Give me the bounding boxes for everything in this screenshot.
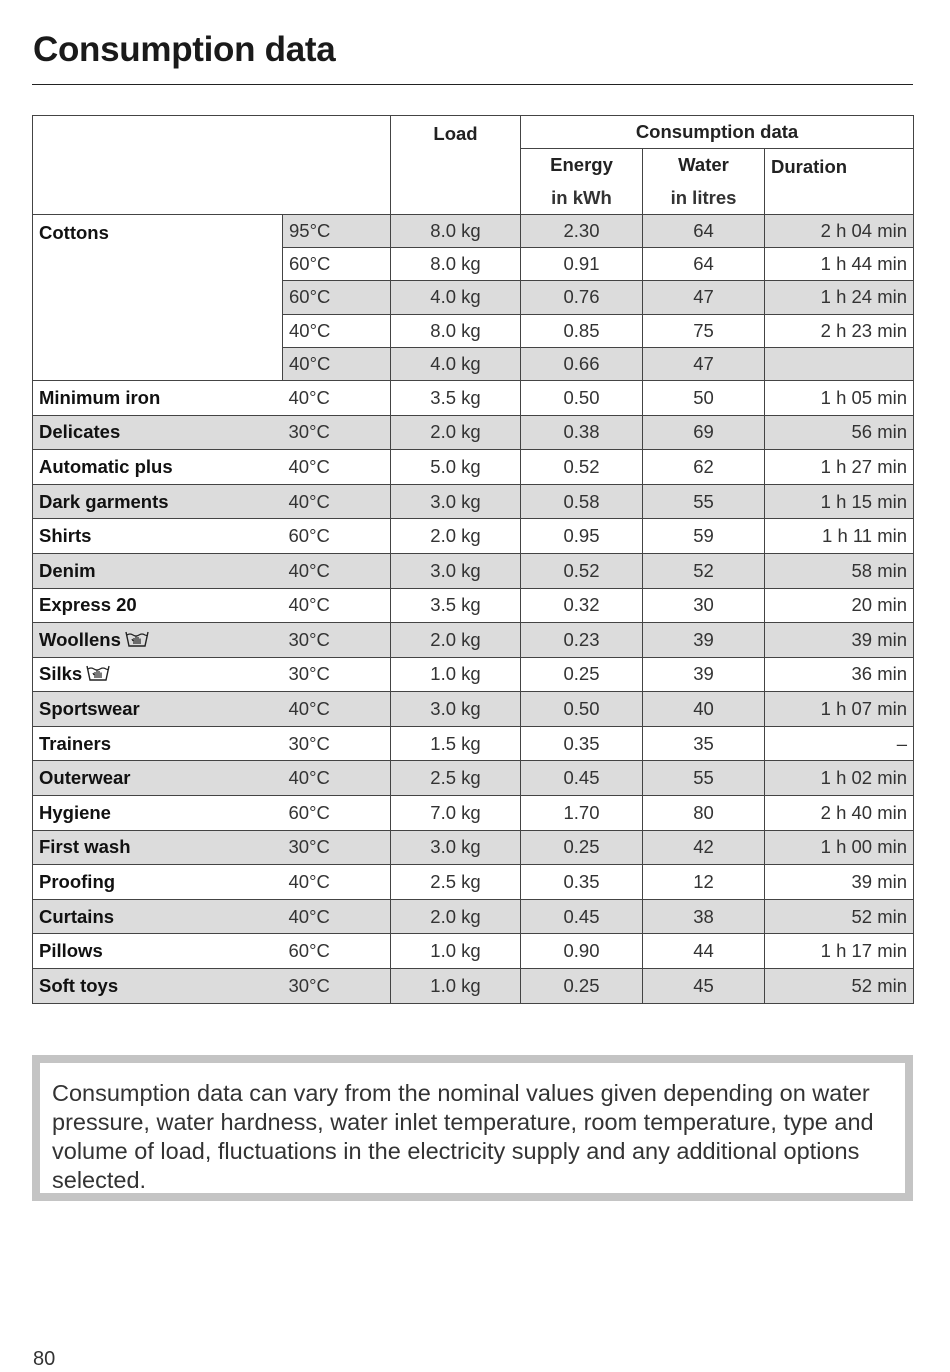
- water-cell: 42: [643, 830, 765, 865]
- load-cell: 8.0 kg: [391, 215, 521, 248]
- energy-cell: 0.90: [521, 934, 643, 969]
- energy-cell: 0.35: [521, 865, 643, 900]
- program-cell: [33, 830, 283, 865]
- program-name: Curtains: [39, 905, 115, 927]
- header-water: Water: [643, 149, 765, 182]
- program-cell: [33, 692, 283, 727]
- title-divider: [32, 84, 913, 85]
- program-name: Denim: [39, 559, 96, 581]
- temperature-cell: 30°C: [283, 969, 391, 1004]
- table-row: [33, 450, 914, 485]
- duration-cell: 1 h 27 min: [765, 450, 914, 485]
- temperature-cell: 60°C: [283, 934, 391, 969]
- page-number: 80: [33, 1348, 56, 1370]
- load-cell: 3.0 kg: [391, 692, 521, 727]
- temperature-cell: 40°C: [283, 484, 391, 519]
- table-row: [33, 934, 914, 969]
- table-row: [33, 657, 914, 692]
- energy-cell: 0.25: [521, 830, 643, 865]
- water-cell: 12: [643, 865, 765, 900]
- water-cell: 47: [643, 347, 765, 380]
- temperature-cell: 60°C: [283, 796, 391, 831]
- load-cell: 3.5 kg: [391, 588, 521, 623]
- duration-cell: 20 min: [765, 588, 914, 623]
- load-cell: 3.5 kg: [391, 380, 521, 415]
- load-cell: 2.5 kg: [391, 865, 521, 900]
- energy-cell: 0.35: [521, 726, 643, 761]
- load-cell: 2.5 kg: [391, 761, 521, 796]
- table-row: [33, 553, 914, 588]
- table-row: [33, 726, 914, 761]
- header-blank-cell: [33, 116, 391, 215]
- program-name: Dark garments: [39, 490, 169, 512]
- table-row: [33, 623, 914, 658]
- water-cell: 75: [643, 314, 765, 347]
- duration-cell: 39 min: [765, 865, 914, 900]
- table-row: [33, 519, 914, 554]
- program-name: Delicates: [39, 421, 121, 443]
- header-water-unit: in litres: [643, 182, 765, 215]
- program-name: Soft toys: [39, 974, 119, 996]
- duration-cell: 1 h 24 min: [765, 281, 914, 314]
- water-cell: 40: [643, 692, 765, 727]
- header-consumption: Consumption data: [521, 116, 914, 149]
- energy-cell: 0.66: [521, 347, 643, 380]
- load-cell: 3.0 kg: [391, 830, 521, 865]
- temperature-cell: 60°C: [283, 519, 391, 554]
- program-name: Cottons: [33, 215, 283, 381]
- energy-cell: 0.95: [521, 519, 643, 554]
- energy-cell: 0.45: [521, 899, 643, 934]
- temperature-cell: 40°C: [283, 692, 391, 727]
- water-cell: 64: [643, 215, 765, 248]
- table-row: [33, 415, 914, 450]
- program-cell: [33, 726, 283, 761]
- program-cell: [33, 657, 283, 692]
- program-name: Silks: [39, 663, 83, 685]
- program-name: Shirts: [39, 525, 92, 547]
- program-cell: [33, 969, 283, 1004]
- program-cell: [33, 865, 283, 900]
- table-row: [33, 761, 914, 796]
- water-cell: 62: [643, 450, 765, 485]
- hand-wash-icon: [125, 630, 149, 648]
- load-cell: 8.0 kg: [391, 248, 521, 281]
- program-name: Automatic plus: [39, 455, 173, 477]
- program-name: Proofing: [39, 871, 116, 893]
- table-row: [33, 969, 914, 1004]
- temperature-cell: 30°C: [283, 726, 391, 761]
- table-body: [33, 215, 914, 1004]
- water-cell: 47: [643, 281, 765, 314]
- temperature-cell: 40°C: [283, 865, 391, 900]
- energy-cell: 0.52: [521, 450, 643, 485]
- temperature-cell: 40°C: [283, 314, 391, 347]
- load-cell: 4.0 kg: [391, 347, 521, 380]
- water-cell: 55: [643, 761, 765, 796]
- header-energy: Energy: [521, 149, 643, 182]
- duration-cell: 1 h 44 min: [765, 248, 914, 281]
- load-cell: 1.5 kg: [391, 726, 521, 761]
- consumption-table: [32, 115, 914, 1004]
- page-title: Consumption data: [33, 30, 336, 69]
- duration-cell: 1 h 17 min: [765, 934, 914, 969]
- water-cell: 50: [643, 380, 765, 415]
- load-cell: 1.0 kg: [391, 969, 521, 1004]
- load-cell: 2.0 kg: [391, 623, 521, 658]
- temperature-cell: 40°C: [283, 588, 391, 623]
- program-name: Pillows: [39, 940, 103, 962]
- table-row: [33, 865, 914, 900]
- note-text: Consumption data can vary from the nominal values given depending on water pressure, water hardness, water inlet temperature, room temperature, type and volume of load, fluctuations in the electricity supply and any additional options selected.: [52, 1080, 874, 1193]
- temperature-cell: 30°C: [283, 623, 391, 658]
- program-cell: [33, 761, 283, 796]
- energy-cell: 0.25: [521, 657, 643, 692]
- energy-cell: 1.70: [521, 796, 643, 831]
- program-name: Sportswear: [39, 698, 140, 720]
- program-cell: [33, 415, 283, 450]
- load-cell: 3.0 kg: [391, 553, 521, 588]
- water-cell: 39: [643, 657, 765, 692]
- energy-cell: 0.76: [521, 281, 643, 314]
- temperature-cell: 40°C: [283, 380, 391, 415]
- water-cell: 30: [643, 588, 765, 623]
- load-cell: 4.0 kg: [391, 281, 521, 314]
- program-cell: [33, 553, 283, 588]
- temperature-cell: 95°C: [283, 215, 391, 248]
- program-cell: [33, 450, 283, 485]
- duration-cell: [765, 347, 914, 380]
- hand-wash-icon: [86, 664, 110, 682]
- program-cell: [33, 623, 283, 658]
- temperature-cell: 40°C: [283, 553, 391, 588]
- energy-cell: 0.23: [521, 623, 643, 658]
- program-cell: [33, 588, 283, 623]
- temperature-cell: 60°C: [283, 281, 391, 314]
- duration-cell: 1 h 05 min: [765, 380, 914, 415]
- table-row: [33, 215, 914, 248]
- energy-cell: 0.85: [521, 314, 643, 347]
- water-cell: 45: [643, 969, 765, 1004]
- load-cell: 5.0 kg: [391, 450, 521, 485]
- temperature-cell: 30°C: [283, 830, 391, 865]
- load-cell: 1.0 kg: [391, 657, 521, 692]
- load-cell: 3.0 kg: [391, 484, 521, 519]
- duration-cell: –: [765, 726, 914, 761]
- duration-cell: 52 min: [765, 969, 914, 1004]
- program-cell: [33, 934, 283, 969]
- program-cell: [33, 519, 283, 554]
- duration-cell: 1 h 07 min: [765, 692, 914, 727]
- temperature-cell: 30°C: [283, 657, 391, 692]
- table-row: [33, 588, 914, 623]
- energy-cell: 0.50: [521, 692, 643, 727]
- energy-cell: 0.50: [521, 380, 643, 415]
- water-cell: 38: [643, 899, 765, 934]
- water-cell: 52: [643, 553, 765, 588]
- energy-cell: 0.32: [521, 588, 643, 623]
- program-cell: [33, 484, 283, 519]
- load-cell: 2.0 kg: [391, 415, 521, 450]
- table-row: [33, 692, 914, 727]
- duration-cell: 1 h 11 min: [765, 519, 914, 554]
- program-name: First wash: [39, 836, 131, 858]
- water-cell: 44: [643, 934, 765, 969]
- temperature-cell: 40°C: [283, 899, 391, 934]
- table-row: [33, 830, 914, 865]
- temperature-cell: 60°C: [283, 248, 391, 281]
- duration-cell: 2 h 23 min: [765, 314, 914, 347]
- energy-cell: 0.52: [521, 553, 643, 588]
- header-energy-unit: in kWh: [521, 182, 643, 215]
- program-cell: [33, 380, 283, 415]
- energy-cell: 2.30: [521, 215, 643, 248]
- header-duration: Duration: [765, 149, 914, 215]
- duration-cell: 56 min: [765, 415, 914, 450]
- load-cell: 2.0 kg: [391, 519, 521, 554]
- water-cell: 69: [643, 415, 765, 450]
- program-name: Woollens: [39, 628, 121, 650]
- energy-cell: 0.25: [521, 969, 643, 1004]
- energy-cell: 0.91: [521, 248, 643, 281]
- water-cell: 39: [643, 623, 765, 658]
- temperature-cell: 30°C: [283, 415, 391, 450]
- water-cell: 59: [643, 519, 765, 554]
- program-name: Hygiene: [39, 801, 111, 823]
- load-cell: 7.0 kg: [391, 796, 521, 831]
- program-cell: [33, 796, 283, 831]
- energy-cell: 0.45: [521, 761, 643, 796]
- water-cell: 64: [643, 248, 765, 281]
- duration-cell: 1 h 02 min: [765, 761, 914, 796]
- table-row: [33, 899, 914, 934]
- duration-cell: 2 h 04 min: [765, 215, 914, 248]
- energy-cell: 0.38: [521, 415, 643, 450]
- duration-cell: 2 h 40 min: [765, 796, 914, 831]
- duration-cell: 39 min: [765, 623, 914, 658]
- note-box: [32, 1055, 913, 1201]
- load-cell: 8.0 kg: [391, 314, 521, 347]
- temperature-cell: 40°C: [283, 761, 391, 796]
- water-cell: 35: [643, 726, 765, 761]
- table-row: [33, 796, 914, 831]
- water-cell: 80: [643, 796, 765, 831]
- program-name: Express 20: [39, 594, 137, 616]
- energy-cell: 0.58: [521, 484, 643, 519]
- load-cell: 2.0 kg: [391, 899, 521, 934]
- duration-cell: 52 min: [765, 899, 914, 934]
- program-name: Trainers: [39, 732, 111, 754]
- water-cell: 55: [643, 484, 765, 519]
- header-load: Load: [391, 116, 521, 215]
- table-row: [33, 484, 914, 519]
- program-name: Outerwear: [39, 767, 131, 789]
- table-row: [33, 380, 914, 415]
- load-cell: 1.0 kg: [391, 934, 521, 969]
- duration-cell: 1 h 00 min: [765, 830, 914, 865]
- duration-cell: 58 min: [765, 553, 914, 588]
- program-name: Minimum iron: [39, 386, 161, 408]
- temperature-cell: 40°C: [283, 450, 391, 485]
- duration-cell: 1 h 15 min: [765, 484, 914, 519]
- program-cell: [33, 899, 283, 934]
- duration-cell: 36 min: [765, 657, 914, 692]
- temperature-cell: 40°C: [283, 347, 391, 380]
